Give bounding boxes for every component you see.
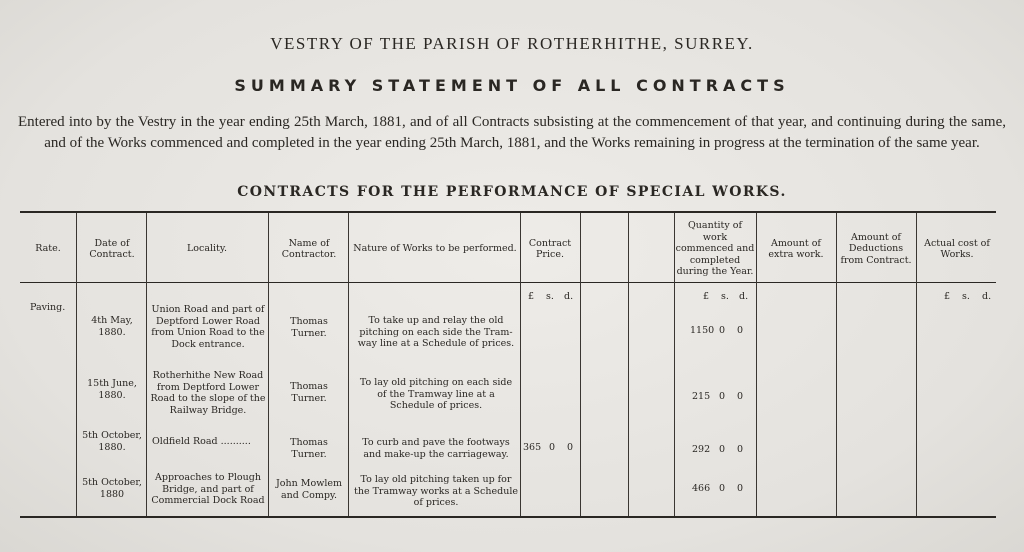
- row-1-date: 4th May, 1880.: [91, 315, 133, 338]
- header-blank-1: [582, 220, 626, 278]
- document-subtitle: SUMMARY STATEMENT OF ALL CONTRACTS: [234, 76, 790, 95]
- unit-pound-quantity: £: [703, 291, 710, 302]
- header-blank-2: [630, 220, 672, 278]
- row-3-locality: Oldfield Road ..........: [152, 436, 251, 447]
- unit-shilling-price: s.: [546, 291, 554, 302]
- section-heading: CONTRACTS FOR THE PERFORMANCE OF SPECIAL WORKS.: [237, 184, 787, 200]
- header-price: Contract Price.: [528, 237, 572, 260]
- column-divider: [628, 213, 629, 516]
- column-divider: [520, 213, 521, 516]
- table-top-rule: [20, 211, 996, 213]
- row-1-qty-pence: 0: [737, 325, 744, 336]
- unit-pence-quantity: d.: [739, 291, 749, 302]
- unit-pence-actual: d.: [982, 291, 992, 302]
- table-bottom-rule: [20, 516, 996, 518]
- row-1-contractor: Thomas Turner.: [290, 316, 328, 339]
- row-4-date: 5th October, 1880: [82, 477, 142, 500]
- row-2-qty-shillings: 0: [719, 391, 726, 402]
- row-3-date: 5th October, 1880.: [82, 430, 142, 453]
- rate-label: Paving.: [30, 302, 66, 313]
- header-extra: Amount of extra work.: [768, 237, 824, 260]
- intro-paragraph: Entered into by the Vestry in the year ending 25th March, 1881, and of all Contracts subsisting at the commencement of that year, and continuing during the same, and of the Works commenced and completed in the year ending 25th March, 1881, and the Works remaining in progress at the termination of the same year.: [18, 114, 1006, 151]
- header-rate: Rate.: [35, 243, 61, 255]
- column-divider: [268, 213, 269, 516]
- row-2-contractor: Thomas Turner.: [290, 381, 328, 404]
- document-title: VESTRY OF THE PARISH OF ROTHERHITHE, SURREY.: [270, 34, 754, 53]
- unit-shilling-quantity: s.: [721, 291, 729, 302]
- header-date: Date of Contract.: [89, 237, 135, 260]
- unit-pence-price: d.: [564, 291, 574, 302]
- row-3-qty-pounds: 292: [692, 444, 711, 455]
- unit-shilling-actual: s.: [962, 291, 970, 302]
- column-divider: [836, 213, 837, 516]
- row-2-locality: Rotherhithe New Road from Deptford Lower Road to the slope of the Railway Bridge.: [150, 370, 266, 416]
- row-4-nature: To lay old pitching taken up for the Tramway works at a Schedule of prices.: [354, 474, 518, 508]
- header-nature: Nature of Works to be performed.: [353, 243, 517, 255]
- row-3-nature: To curb and pave the footways and make-up the carriageway.: [362, 437, 510, 460]
- row-1-qty-shillings: 0: [719, 325, 726, 336]
- column-divider: [916, 213, 917, 516]
- header-locality: Locality.: [186, 243, 228, 255]
- row-4-qty-pounds: 466: [692, 483, 711, 494]
- row-3-qty-shillings: 0: [719, 444, 726, 455]
- row-3-qty-pence: 0: [737, 444, 744, 455]
- row-4-locality: Approaches to Plough Bridge, and part of Commercial Dock Road: [151, 472, 265, 506]
- column-divider: [146, 213, 147, 516]
- row-1-qty-pounds: 1150: [690, 325, 715, 336]
- row-2-qty-pence: 0: [737, 391, 744, 402]
- row-2-qty-pounds: 215: [692, 391, 711, 402]
- header-actual: Actual cost of Works.: [924, 237, 990, 260]
- row-4-qty-pence: 0: [737, 483, 744, 494]
- unit-pound-actual: £: [944, 291, 951, 302]
- header-deductions: Amount of Deductions from Contract.: [840, 231, 912, 266]
- table-header-rule: [20, 282, 996, 283]
- column-divider: [580, 213, 581, 516]
- header-contractor: Name of Contractor.: [281, 237, 337, 260]
- row-1-locality: Union Road and part of Deptford Lower Road from Union Road to the Dock entrance.: [151, 304, 265, 350]
- row-3-price-pounds: 365: [523, 442, 542, 453]
- row-2-nature: To lay old pitching on each side of the Tramway line at a Schedule of prices.: [359, 377, 513, 411]
- row-4-qty-shillings: 0: [719, 483, 726, 494]
- row-4-contractor: John Mowlem and Compy.: [275, 478, 343, 501]
- column-divider: [348, 213, 349, 516]
- row-1-nature: To take up and relay the old pitching on each side the Tram-way line at a Schedule of prices.: [357, 315, 515, 349]
- row-3-price-shillings: 0: [549, 442, 556, 453]
- row-2-date: 15th June, 1880.: [87, 378, 137, 401]
- column-divider: [76, 213, 77, 516]
- header-quantity: Quantity of work commenced and completed during the Year.: [675, 220, 755, 278]
- row-3-price-pence: 0: [567, 442, 574, 453]
- column-divider: [756, 213, 757, 516]
- unit-pound-price: £: [528, 291, 535, 302]
- row-3-contractor: Thomas Turner.: [290, 437, 328, 460]
